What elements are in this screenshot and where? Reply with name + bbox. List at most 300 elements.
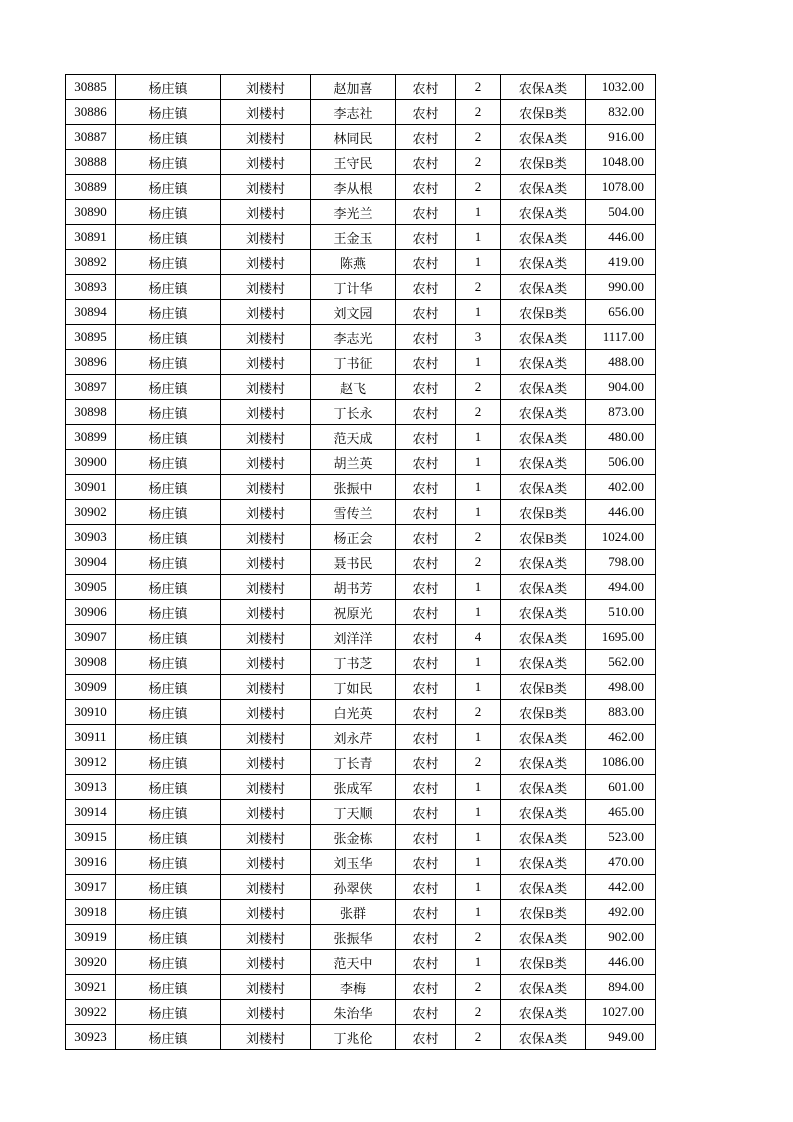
table-row (66, 675, 656, 700)
cell-residence-type: 农村 (396, 175, 456, 200)
cell-person-name: 丁长青 (311, 750, 396, 775)
cell-insurance-class: 农保A类 (501, 175, 586, 200)
cell-serial-number: 30903 (66, 525, 116, 550)
cell-residence-type: 农村 (396, 100, 456, 125)
table-row (66, 1025, 656, 1050)
cell-insurance-class: 农保B类 (501, 525, 586, 550)
cell-person-name: 赵飞 (311, 375, 396, 400)
cell-town: 杨庄镇 (116, 875, 221, 900)
cell-serial-number: 30914 (66, 800, 116, 825)
cell-insurance-class: 农保A类 (501, 425, 586, 450)
cell-residence-type: 农村 (396, 550, 456, 575)
cell-person-name: 白光英 (311, 700, 396, 725)
cell-town: 杨庄镇 (116, 100, 221, 125)
cell-village: 刘楼村 (221, 1000, 311, 1025)
cell-serial-number: 30922 (66, 1000, 116, 1025)
cell-amount: 442.00 (586, 875, 656, 900)
cell-amount: 562.00 (586, 650, 656, 675)
cell-insurance-class: 农保A类 (501, 350, 586, 375)
cell-person-count: 2 (456, 150, 501, 175)
cell-town: 杨庄镇 (116, 825, 221, 850)
cell-village: 刘楼村 (221, 875, 311, 900)
cell-residence-type: 农村 (396, 250, 456, 275)
table-row (66, 300, 656, 325)
table-row (66, 825, 656, 850)
cell-residence-type: 农村 (396, 575, 456, 600)
cell-village: 刘楼村 (221, 300, 311, 325)
cell-amount: 470.00 (586, 850, 656, 875)
cell-serial-number: 30913 (66, 775, 116, 800)
cell-town: 杨庄镇 (116, 950, 221, 975)
cell-amount: 990.00 (586, 275, 656, 300)
cell-village: 刘楼村 (221, 475, 311, 500)
cell-person-count: 1 (456, 650, 501, 675)
cell-amount: 902.00 (586, 925, 656, 950)
cell-amount: 506.00 (586, 450, 656, 475)
cell-town: 杨庄镇 (116, 675, 221, 700)
table-row (66, 700, 656, 725)
cell-residence-type: 农村 (396, 375, 456, 400)
table-row (66, 875, 656, 900)
cell-amount: 492.00 (586, 900, 656, 925)
cell-village: 刘楼村 (221, 500, 311, 525)
table-row (66, 325, 656, 350)
table-row (66, 1000, 656, 1025)
cell-person-name: 丁兆伦 (311, 1025, 396, 1050)
table-row (66, 950, 656, 975)
cell-residence-type: 农村 (396, 725, 456, 750)
cell-person-name: 胡兰英 (311, 450, 396, 475)
cell-serial-number: 30888 (66, 150, 116, 175)
cell-village: 刘楼村 (221, 850, 311, 875)
table-row (66, 350, 656, 375)
cell-insurance-class: 农保A类 (501, 400, 586, 425)
cell-residence-type: 农村 (396, 825, 456, 850)
table-row (66, 500, 656, 525)
cell-amount: 402.00 (586, 475, 656, 500)
cell-person-name: 王守民 (311, 150, 396, 175)
cell-amount: 1117.00 (586, 325, 656, 350)
cell-serial-number: 30901 (66, 475, 116, 500)
cell-insurance-class: 农保A类 (501, 275, 586, 300)
cell-amount: 798.00 (586, 550, 656, 575)
cell-insurance-class: 农保A类 (501, 625, 586, 650)
cell-residence-type: 农村 (396, 150, 456, 175)
cell-person-name: 丁天顺 (311, 800, 396, 825)
document-page (65, 74, 656, 1050)
cell-person-count: 2 (456, 175, 501, 200)
cell-town: 杨庄镇 (116, 350, 221, 375)
cell-serial-number: 30915 (66, 825, 116, 850)
cell-insurance-class: 农保A类 (501, 550, 586, 575)
cell-residence-type: 农村 (396, 450, 456, 475)
cell-insurance-class: 农保B类 (501, 700, 586, 725)
table-row (66, 250, 656, 275)
cell-insurance-class: 农保B类 (501, 900, 586, 925)
table-row (66, 75, 656, 100)
cell-person-count: 1 (456, 200, 501, 225)
cell-person-count: 1 (456, 250, 501, 275)
table-row (66, 375, 656, 400)
cell-serial-number: 30894 (66, 300, 116, 325)
cell-town: 杨庄镇 (116, 375, 221, 400)
cell-person-count: 1 (456, 300, 501, 325)
cell-person-count: 1 (456, 875, 501, 900)
cell-residence-type: 农村 (396, 625, 456, 650)
cell-village: 刘楼村 (221, 1025, 311, 1050)
cell-serial-number: 30921 (66, 975, 116, 1000)
cell-person-count: 1 (456, 425, 501, 450)
cell-town: 杨庄镇 (116, 225, 221, 250)
cell-amount: 504.00 (586, 200, 656, 225)
cell-person-name: 丁书征 (311, 350, 396, 375)
cell-residence-type: 农村 (396, 200, 456, 225)
table-row (66, 125, 656, 150)
cell-residence-type: 农村 (396, 125, 456, 150)
cell-village: 刘楼村 (221, 650, 311, 675)
cell-person-count: 2 (456, 100, 501, 125)
cell-insurance-class: 农保A类 (501, 600, 586, 625)
cell-residence-type: 农村 (396, 475, 456, 500)
cell-town: 杨庄镇 (116, 925, 221, 950)
cell-person-count: 2 (456, 275, 501, 300)
cell-amount: 446.00 (586, 225, 656, 250)
cell-town: 杨庄镇 (116, 450, 221, 475)
cell-village: 刘楼村 (221, 400, 311, 425)
cell-serial-number: 30909 (66, 675, 116, 700)
cell-person-count: 2 (456, 975, 501, 1000)
cell-serial-number: 30907 (66, 625, 116, 650)
cell-person-name: 聂书民 (311, 550, 396, 575)
benefits-table (65, 74, 656, 1050)
cell-serial-number: 30896 (66, 350, 116, 375)
cell-town: 杨庄镇 (116, 550, 221, 575)
cell-amount: 494.00 (586, 575, 656, 600)
cell-person-count: 2 (456, 400, 501, 425)
table-row (66, 550, 656, 575)
cell-insurance-class: 农保A类 (501, 575, 586, 600)
cell-residence-type: 农村 (396, 900, 456, 925)
cell-serial-number: 30885 (66, 75, 116, 100)
cell-amount: 916.00 (586, 125, 656, 150)
table-body (66, 75, 656, 1050)
cell-serial-number: 30892 (66, 250, 116, 275)
cell-serial-number: 30923 (66, 1025, 116, 1050)
cell-town: 杨庄镇 (116, 325, 221, 350)
cell-insurance-class: 农保A类 (501, 925, 586, 950)
cell-person-count: 1 (456, 225, 501, 250)
cell-residence-type: 农村 (396, 925, 456, 950)
cell-village: 刘楼村 (221, 925, 311, 950)
cell-serial-number: 30897 (66, 375, 116, 400)
cell-residence-type: 农村 (396, 225, 456, 250)
table-row (66, 650, 656, 675)
cell-serial-number: 30900 (66, 450, 116, 475)
cell-amount: 601.00 (586, 775, 656, 800)
cell-village: 刘楼村 (221, 425, 311, 450)
cell-insurance-class: 农保A类 (501, 200, 586, 225)
cell-person-name: 张群 (311, 900, 396, 925)
cell-amount: 1024.00 (586, 525, 656, 550)
cell-amount: 883.00 (586, 700, 656, 725)
cell-insurance-class: 农保A类 (501, 800, 586, 825)
cell-town: 杨庄镇 (116, 75, 221, 100)
table-row (66, 175, 656, 200)
cell-amount: 1048.00 (586, 150, 656, 175)
cell-residence-type: 农村 (396, 425, 456, 450)
cell-person-name: 孙翠侠 (311, 875, 396, 900)
cell-insurance-class: 农保B类 (501, 950, 586, 975)
cell-residence-type: 农村 (396, 300, 456, 325)
cell-amount: 873.00 (586, 400, 656, 425)
cell-amount: 488.00 (586, 350, 656, 375)
cell-person-name: 丁计华 (311, 275, 396, 300)
cell-person-count: 2 (456, 75, 501, 100)
cell-village: 刘楼村 (221, 150, 311, 175)
cell-town: 杨庄镇 (116, 275, 221, 300)
cell-person-name: 刘洋洋 (311, 625, 396, 650)
cell-amount: 949.00 (586, 1025, 656, 1050)
cell-person-count: 2 (456, 1000, 501, 1025)
cell-residence-type: 农村 (396, 675, 456, 700)
cell-village: 刘楼村 (221, 700, 311, 725)
cell-amount: 1086.00 (586, 750, 656, 775)
table-row (66, 400, 656, 425)
cell-village: 刘楼村 (221, 325, 311, 350)
table-row (66, 575, 656, 600)
cell-insurance-class: 农保A类 (501, 125, 586, 150)
cell-residence-type: 农村 (396, 750, 456, 775)
cell-residence-type: 农村 (396, 975, 456, 1000)
table-row (66, 100, 656, 125)
cell-village: 刘楼村 (221, 450, 311, 475)
cell-town: 杨庄镇 (116, 175, 221, 200)
cell-village: 刘楼村 (221, 275, 311, 300)
cell-amount: 1027.00 (586, 1000, 656, 1025)
cell-person-name: 李从根 (311, 175, 396, 200)
cell-amount: 832.00 (586, 100, 656, 125)
cell-insurance-class: 农保A类 (501, 225, 586, 250)
cell-person-count: 1 (456, 775, 501, 800)
cell-village: 刘楼村 (221, 975, 311, 1000)
cell-residence-type: 农村 (396, 500, 456, 525)
cell-person-name: 王金玉 (311, 225, 396, 250)
cell-serial-number: 30904 (66, 550, 116, 575)
cell-person-count: 2 (456, 750, 501, 775)
table-row (66, 725, 656, 750)
cell-village: 刘楼村 (221, 200, 311, 225)
cell-village: 刘楼村 (221, 675, 311, 700)
cell-town: 杨庄镇 (116, 725, 221, 750)
table-row (66, 800, 656, 825)
cell-person-name: 张振华 (311, 925, 396, 950)
cell-town: 杨庄镇 (116, 425, 221, 450)
table-row (66, 925, 656, 950)
cell-residence-type: 农村 (396, 1025, 456, 1050)
cell-person-count: 1 (456, 900, 501, 925)
cell-serial-number: 30889 (66, 175, 116, 200)
cell-village: 刘楼村 (221, 750, 311, 775)
cell-insurance-class: 农保A类 (501, 875, 586, 900)
cell-town: 杨庄镇 (116, 650, 221, 675)
cell-person-count: 1 (456, 575, 501, 600)
cell-serial-number: 30916 (66, 850, 116, 875)
cell-serial-number: 30887 (66, 125, 116, 150)
cell-town: 杨庄镇 (116, 800, 221, 825)
cell-person-name: 张振中 (311, 475, 396, 500)
cell-person-count: 1 (456, 600, 501, 625)
cell-person-name: 丁长永 (311, 400, 396, 425)
cell-residence-type: 农村 (396, 325, 456, 350)
table-row (66, 850, 656, 875)
cell-village: 刘楼村 (221, 375, 311, 400)
cell-amount: 446.00 (586, 500, 656, 525)
cell-amount: 1078.00 (586, 175, 656, 200)
table-row (66, 625, 656, 650)
cell-person-count: 3 (456, 325, 501, 350)
cell-serial-number: 30893 (66, 275, 116, 300)
cell-person-name: 刘永芹 (311, 725, 396, 750)
cell-residence-type: 农村 (396, 350, 456, 375)
cell-town: 杨庄镇 (116, 250, 221, 275)
cell-town: 杨庄镇 (116, 625, 221, 650)
cell-person-count: 1 (456, 475, 501, 500)
cell-insurance-class: 农保B类 (501, 675, 586, 700)
table-row (66, 775, 656, 800)
cell-person-count: 1 (456, 850, 501, 875)
cell-insurance-class: 农保B类 (501, 150, 586, 175)
cell-person-name: 张成军 (311, 775, 396, 800)
cell-insurance-class: 农保A类 (501, 375, 586, 400)
cell-amount: 523.00 (586, 825, 656, 850)
cell-amount: 1695.00 (586, 625, 656, 650)
cell-person-name: 李梅 (311, 975, 396, 1000)
table-row (66, 150, 656, 175)
cell-town: 杨庄镇 (116, 600, 221, 625)
cell-village: 刘楼村 (221, 125, 311, 150)
cell-serial-number: 30917 (66, 875, 116, 900)
cell-person-name: 刘文园 (311, 300, 396, 325)
cell-amount: 510.00 (586, 600, 656, 625)
cell-person-count: 1 (456, 450, 501, 475)
cell-insurance-class: 农保B类 (501, 100, 586, 125)
table-row (66, 600, 656, 625)
cell-person-name: 李志光 (311, 325, 396, 350)
cell-residence-type: 农村 (396, 875, 456, 900)
cell-person-name: 范天中 (311, 950, 396, 975)
cell-village: 刘楼村 (221, 175, 311, 200)
cell-person-name: 陈燕 (311, 250, 396, 275)
table-row (66, 275, 656, 300)
cell-residence-type: 农村 (396, 400, 456, 425)
cell-person-name: 丁书芝 (311, 650, 396, 675)
cell-person-name: 刘玉华 (311, 850, 396, 875)
table-row (66, 450, 656, 475)
cell-village: 刘楼村 (221, 550, 311, 575)
table-row (66, 525, 656, 550)
cell-residence-type: 农村 (396, 75, 456, 100)
cell-amount: 465.00 (586, 800, 656, 825)
cell-person-name: 张金栋 (311, 825, 396, 850)
table-row (66, 425, 656, 450)
cell-serial-number: 30919 (66, 925, 116, 950)
cell-residence-type: 农村 (396, 950, 456, 975)
cell-person-count: 1 (456, 800, 501, 825)
cell-insurance-class: 农保A类 (501, 975, 586, 1000)
cell-amount: 498.00 (586, 675, 656, 700)
cell-person-count: 2 (456, 375, 501, 400)
cell-insurance-class: 农保A类 (501, 725, 586, 750)
cell-person-count: 1 (456, 675, 501, 700)
cell-town: 杨庄镇 (116, 500, 221, 525)
cell-village: 刘楼村 (221, 625, 311, 650)
table-row (66, 900, 656, 925)
cell-residence-type: 农村 (396, 850, 456, 875)
table-row (66, 975, 656, 1000)
cell-residence-type: 农村 (396, 600, 456, 625)
cell-person-count: 1 (456, 350, 501, 375)
cell-residence-type: 农村 (396, 650, 456, 675)
cell-insurance-class: 农保A类 (501, 75, 586, 100)
cell-residence-type: 农村 (396, 775, 456, 800)
cell-amount: 904.00 (586, 375, 656, 400)
cell-serial-number: 30891 (66, 225, 116, 250)
cell-serial-number: 30910 (66, 700, 116, 725)
cell-insurance-class: 农保A类 (501, 650, 586, 675)
cell-town: 杨庄镇 (116, 975, 221, 1000)
cell-person-count: 2 (456, 525, 501, 550)
cell-person-name: 杨正会 (311, 525, 396, 550)
cell-insurance-class: 农保A类 (501, 1000, 586, 1025)
cell-town: 杨庄镇 (116, 850, 221, 875)
cell-village: 刘楼村 (221, 75, 311, 100)
cell-residence-type: 农村 (396, 800, 456, 825)
cell-person-count: 1 (456, 950, 501, 975)
cell-village: 刘楼村 (221, 800, 311, 825)
cell-village: 刘楼村 (221, 225, 311, 250)
cell-amount: 446.00 (586, 950, 656, 975)
cell-person-count: 2 (456, 125, 501, 150)
cell-town: 杨庄镇 (116, 700, 221, 725)
cell-person-count: 1 (456, 500, 501, 525)
cell-person-name: 范天成 (311, 425, 396, 450)
cell-insurance-class: 农保A类 (501, 775, 586, 800)
cell-residence-type: 农村 (396, 1000, 456, 1025)
cell-person-name: 朱治华 (311, 1000, 396, 1025)
cell-insurance-class: 农保B类 (501, 300, 586, 325)
cell-town: 杨庄镇 (116, 475, 221, 500)
cell-amount: 1032.00 (586, 75, 656, 100)
cell-insurance-class: 农保A类 (501, 825, 586, 850)
cell-person-name: 林同民 (311, 125, 396, 150)
cell-person-count: 2 (456, 550, 501, 575)
cell-insurance-class: 农保A类 (501, 750, 586, 775)
cell-serial-number: 30908 (66, 650, 116, 675)
cell-town: 杨庄镇 (116, 525, 221, 550)
cell-village: 刘楼村 (221, 725, 311, 750)
cell-town: 杨庄镇 (116, 125, 221, 150)
cell-town: 杨庄镇 (116, 1025, 221, 1050)
cell-serial-number: 30906 (66, 600, 116, 625)
table-row (66, 225, 656, 250)
cell-village: 刘楼村 (221, 825, 311, 850)
cell-serial-number: 30895 (66, 325, 116, 350)
cell-residence-type: 农村 (396, 525, 456, 550)
cell-person-count: 1 (456, 825, 501, 850)
cell-person-name: 丁如民 (311, 675, 396, 700)
cell-village: 刘楼村 (221, 775, 311, 800)
cell-insurance-class: 农保A类 (501, 325, 586, 350)
